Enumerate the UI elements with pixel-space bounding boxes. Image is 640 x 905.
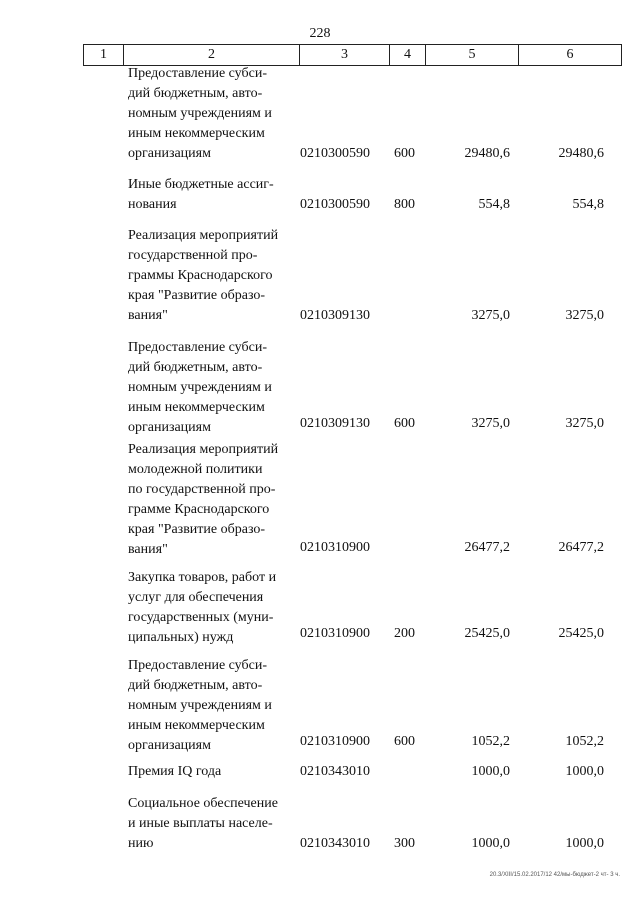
row-vr: 200 [394, 626, 415, 641]
row-value-col5: 29480,6 [464, 146, 510, 161]
table-row [0, 175, 640, 226]
row-value-col6: 1052,2 [565, 734, 604, 749]
row-name: Социальное обеспечение и иные выплаты населе- нию [128, 796, 278, 851]
row-value-col6: 29480,6 [558, 146, 604, 161]
row-vr: 600 [394, 146, 415, 161]
row-code: 0210309130 [300, 416, 370, 431]
table-row [0, 568, 640, 656]
row-code: 0210309130 [300, 308, 370, 323]
table-row [0, 226, 640, 338]
row-code: 0210310900 [300, 540, 370, 555]
header-col-1: 1 [84, 45, 124, 65]
header-col-6: 6 [566, 47, 574, 62]
row-vr: 600 [394, 734, 415, 749]
row-name: Премия IQ года [128, 764, 222, 779]
header-col-4: 4 [390, 45, 426, 65]
row-value-col5: 1000,0 [471, 764, 510, 779]
table-body [0, 64, 640, 864]
row-value-col5: 1052,2 [471, 734, 510, 749]
row-vr: 300 [394, 836, 415, 851]
row-name: Предоставление субси- дий бюджетным, авто- номным учреждениям и иным некоммерческим организациям [128, 66, 272, 161]
row-value-col5: 3275,0 [471, 416, 510, 431]
header-col-2: 2 [124, 45, 300, 65]
row-value-col5: 1000,0 [471, 836, 510, 851]
table-row [0, 338, 640, 440]
row-value-col6: 1000,0 [565, 764, 604, 779]
footer-document-ref: 20.3/XIII/15.02.2017/12 42/мы-бюджет-2 чт- 3 ч. [489, 872, 620, 878]
row-value-col6: 3275,0 [565, 308, 604, 323]
row-value-col6: 1000,0 [565, 836, 604, 851]
header-col-5: 5 [426, 45, 519, 65]
row-code: 0210343010 [300, 836, 370, 851]
row-vr: 600 [394, 416, 415, 431]
row-value-col5: 25425,0 [464, 626, 510, 641]
table-row [0, 762, 640, 794]
row-code: 0210310900 [300, 734, 370, 749]
page-number: 228 [309, 26, 331, 41]
row-value-col6: 25425,0 [558, 626, 604, 641]
row-name: Предоставление субси- дий бюджетным, авто- номным учреждениям и иным некоммерческим организациям [128, 340, 272, 435]
row-code: 0210300590 [300, 146, 370, 161]
row-code: 0210343010 [300, 764, 370, 779]
table-row [0, 440, 640, 568]
row-vr: 800 [394, 197, 415, 212]
row-value-col6: 554,8 [572, 197, 604, 212]
row-value-col5: 3275,0 [471, 308, 510, 323]
row-name: Предоставление субси- дий бюджетным, авто- номным учреждениям и иным некоммерческим организациям [128, 658, 272, 753]
row-name: Реализация мероприятий государственной про- граммы Краснодарского края "Развитие образо- вания" [128, 228, 279, 323]
row-name: Реализация мероприятий молодежной политики по государственной про- грамме Краснодарского края "Развитие образо- вания" [128, 442, 279, 557]
row-value-col6: 3275,0 [565, 416, 604, 431]
table-header-row [83, 44, 622, 66]
row-value-col5: 26477,2 [464, 540, 510, 555]
table-row [0, 656, 640, 762]
table-row [0, 64, 640, 175]
header-col-3: 3 [300, 45, 390, 65]
row-name: Закупка товаров, работ и услуг для обеспечения государственных (муни- ципальных) нужд [128, 570, 277, 645]
row-value-col5: 554,8 [478, 197, 510, 212]
table-row [0, 794, 640, 864]
row-code: 0210300590 [300, 197, 370, 212]
row-code: 0210310900 [300, 626, 370, 641]
row-name: Иные бюджетные ассиг- нования [128, 177, 274, 212]
row-value-col6: 26477,2 [558, 540, 604, 555]
